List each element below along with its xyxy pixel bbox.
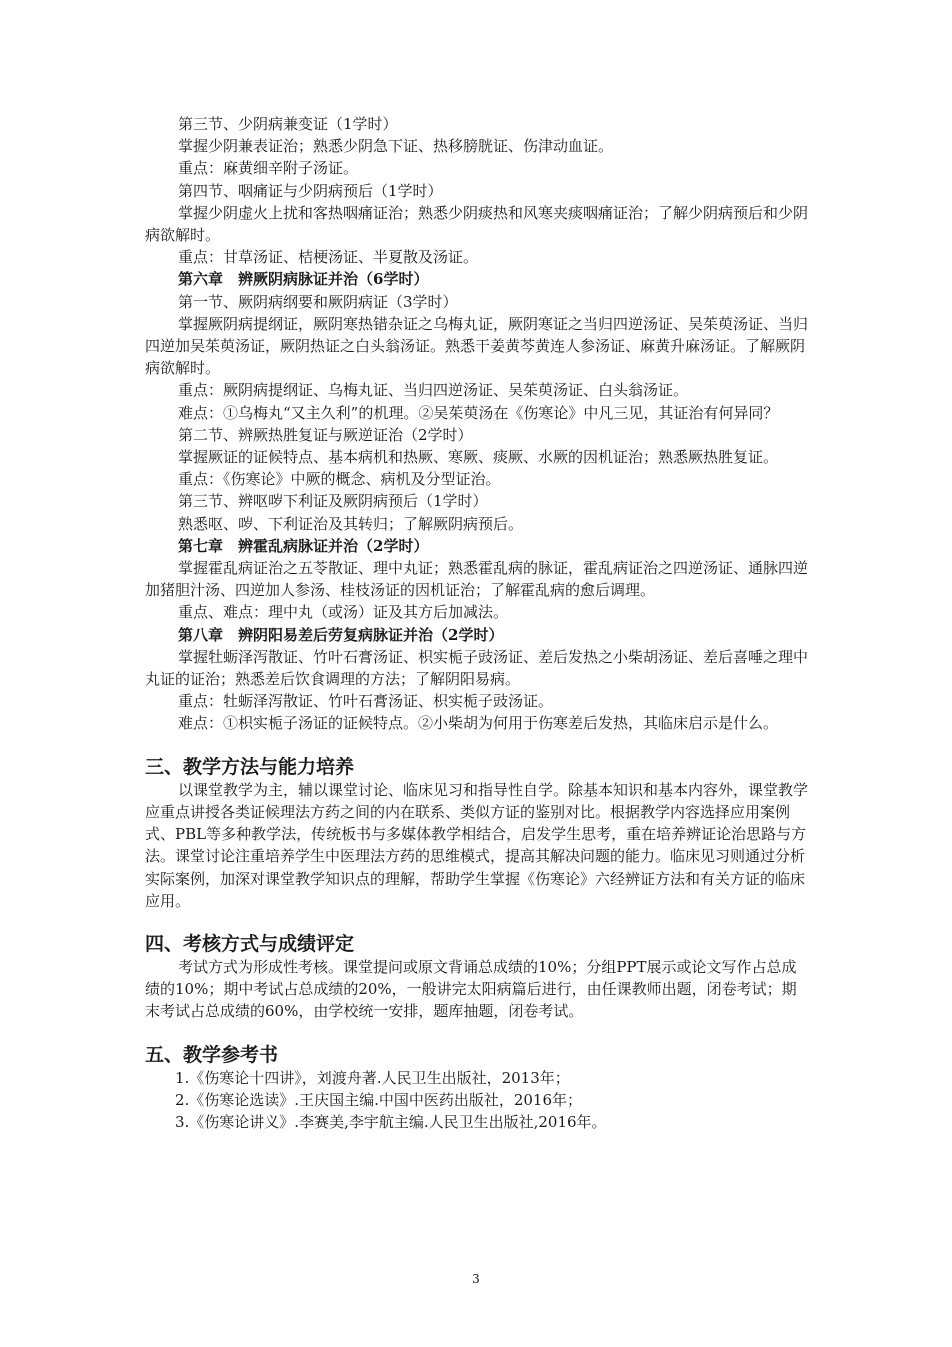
difficulty-point: 难点：①枳实栀子汤证的证候特点。②小柴胡为何用于伤寒差后发热，其临床启示是什么。	[178, 714, 779, 733]
body-line: 熟悉呕、哕、下利证治及其转归；了解厥阴病预后。	[178, 514, 524, 533]
chapter-content	[145, 113, 810, 735]
key-point: 重点：《伤寒论》中厥的概念、病机及分型证治。	[178, 470, 501, 489]
assessment-heading: 四、考核方式与成绩评定	[145, 932, 355, 955]
teaching-methods-body: 以课堂教学为主，辅以课堂讨论、临床见习和指导性自学。除基本知识和基本内容外，课堂教学应重点讲授各类证候理法方药之间的内在联系、类似方证的鉴别对比。根据教学内容选择应用案例式、PBL等多种教学法，传统板书与多媒体教学相结合，启发学生思考，重在培养辨证论治思路与方法。课堂讨论注重培养学生中医理法方药的思维模式，提高其解决问题的能力。临床见习则通过分析实际案例，加深对课堂教学知识点的理解，帮助学生掌握《伤寒论》六经辨证方法和有关方证的临床应用。	[145, 780, 809, 910]
page-number: 3	[472, 1272, 480, 1286]
references-list	[175, 1067, 810, 1134]
reference-item: 2.《伤寒论选读》.王庆国主编.中国中医药出版社，2016年；	[175, 1090, 583, 1109]
key-point: 重点：甘草汤证、桔梗汤证、半夏散及汤证。	[178, 248, 479, 267]
body-paragraph: 掌握霍乱病证治之五苓散证、理中丸证；熟悉霍乱病的脉证，霍乱病证治之四逆汤证、通脉四逆加猪胆汁汤、四逆加人参汤、桂枝汤证的因机证治；了解霍乱病的愈后调理。	[145, 559, 809, 600]
chapter-title: 第七章 辨霍乱病脉证并治（2学时）	[178, 536, 429, 555]
chapter-title: 第六章 辨厥阴病脉证并治（6学时）	[178, 270, 429, 289]
reference-item: 3.《伤寒论讲义》.李赛美,李宇航主编.人民卫生出版社,2016年。	[175, 1112, 607, 1131]
page-content	[145, 113, 810, 1133]
teaching-methods-heading: 三、教学方法与能力培养	[145, 755, 355, 778]
section-title: 第二节、辨厥热胜复证与厥逆证治（2学时）	[178, 425, 473, 444]
section-title: 第一节、厥阴病纲要和厥阴病证（3学时）	[178, 292, 458, 311]
chapter-title: 第八章 辨阴阳易差后劳复病脉证并治（2学时）	[178, 625, 504, 644]
body-paragraph: 掌握少阴虚火上扰和客热咽痛证治；熟悉少阴痰热和风寒夹痰咽痛证治；了解少阴病预后和少阴病欲解时。	[145, 203, 809, 245]
assessment-body: 考试方式为形成性考核。课堂提问或原文背诵总成绩的10%；分组PPT展示或论文写作占总成绩的10%；期中考试占总成绩的20%，一般讲完太阳病篇后进行，由任课教师出题，闭卷考试；期末考试占总成绩的60%，由学校统一安排，题库抽题，闭卷考试。	[145, 957, 797, 1021]
references-heading: 五、教学参考书	[145, 1043, 279, 1066]
key-point: 重点：厥阴病提纲证、乌梅丸证、当归四逆汤证、吴茱萸汤证、白头翁汤证。	[178, 381, 689, 400]
difficulty-point: 难点：①乌梅丸“又主久利”的机理。②吴茱萸汤在《伤寒论》中凡三见，其证治有何异同？	[178, 403, 779, 422]
section-title: 第三节、少阴病兼变证（1学时）	[178, 115, 398, 133]
body-line: 掌握少阴兼表证治；熟悉少阴急下证、热移膀胱证、伤津动血证。	[178, 137, 614, 156]
reference-item: 1.《伤寒论十四讲》，刘渡舟著.人民卫生出版社，2013年；	[175, 1068, 570, 1087]
key-point: 重点：麻黄细辛附子汤证。	[178, 159, 359, 178]
body-paragraph: 掌握牡蛎泽泻散证、竹叶石膏汤证、枳实栀子豉汤证、差后发热之小柴胡汤证、差后喜唾之理中丸证的证治；熟悉差后饮食调理的方法；了解阴阳易病。	[145, 647, 809, 689]
section-title: 第四节、咽痛证与少阴病预后（1学时）	[178, 181, 443, 200]
key-point: 重点、难点：理中丸（或汤）证及其方后加减法。	[178, 603, 509, 622]
body-paragraph: 掌握厥证的证候特点、基本病机和热厥、寒厥、痰厥、水厥的因机证治；熟悉厥热胜复证。	[178, 448, 779, 467]
body-paragraph: 掌握厥阴病提纲证，厥阴寒热错杂证之乌梅丸证，厥阴寒证之当归四逆汤证、吴茱萸汤证、当归四逆加吴茱萸汤证，厥阴热证之白头翁汤证。熟悉干姜黄芩黄连人参汤证、麻黄升麻汤证。了解厥阴病欲解时。	[145, 314, 809, 378]
section-title: 第三节、辨呕哕下利证及厥阴病预后（1学时）	[178, 492, 488, 511]
key-point: 重点：牡蛎泽泻散证、竹叶石膏汤证、枳实栀子豉汤证。	[178, 692, 554, 711]
